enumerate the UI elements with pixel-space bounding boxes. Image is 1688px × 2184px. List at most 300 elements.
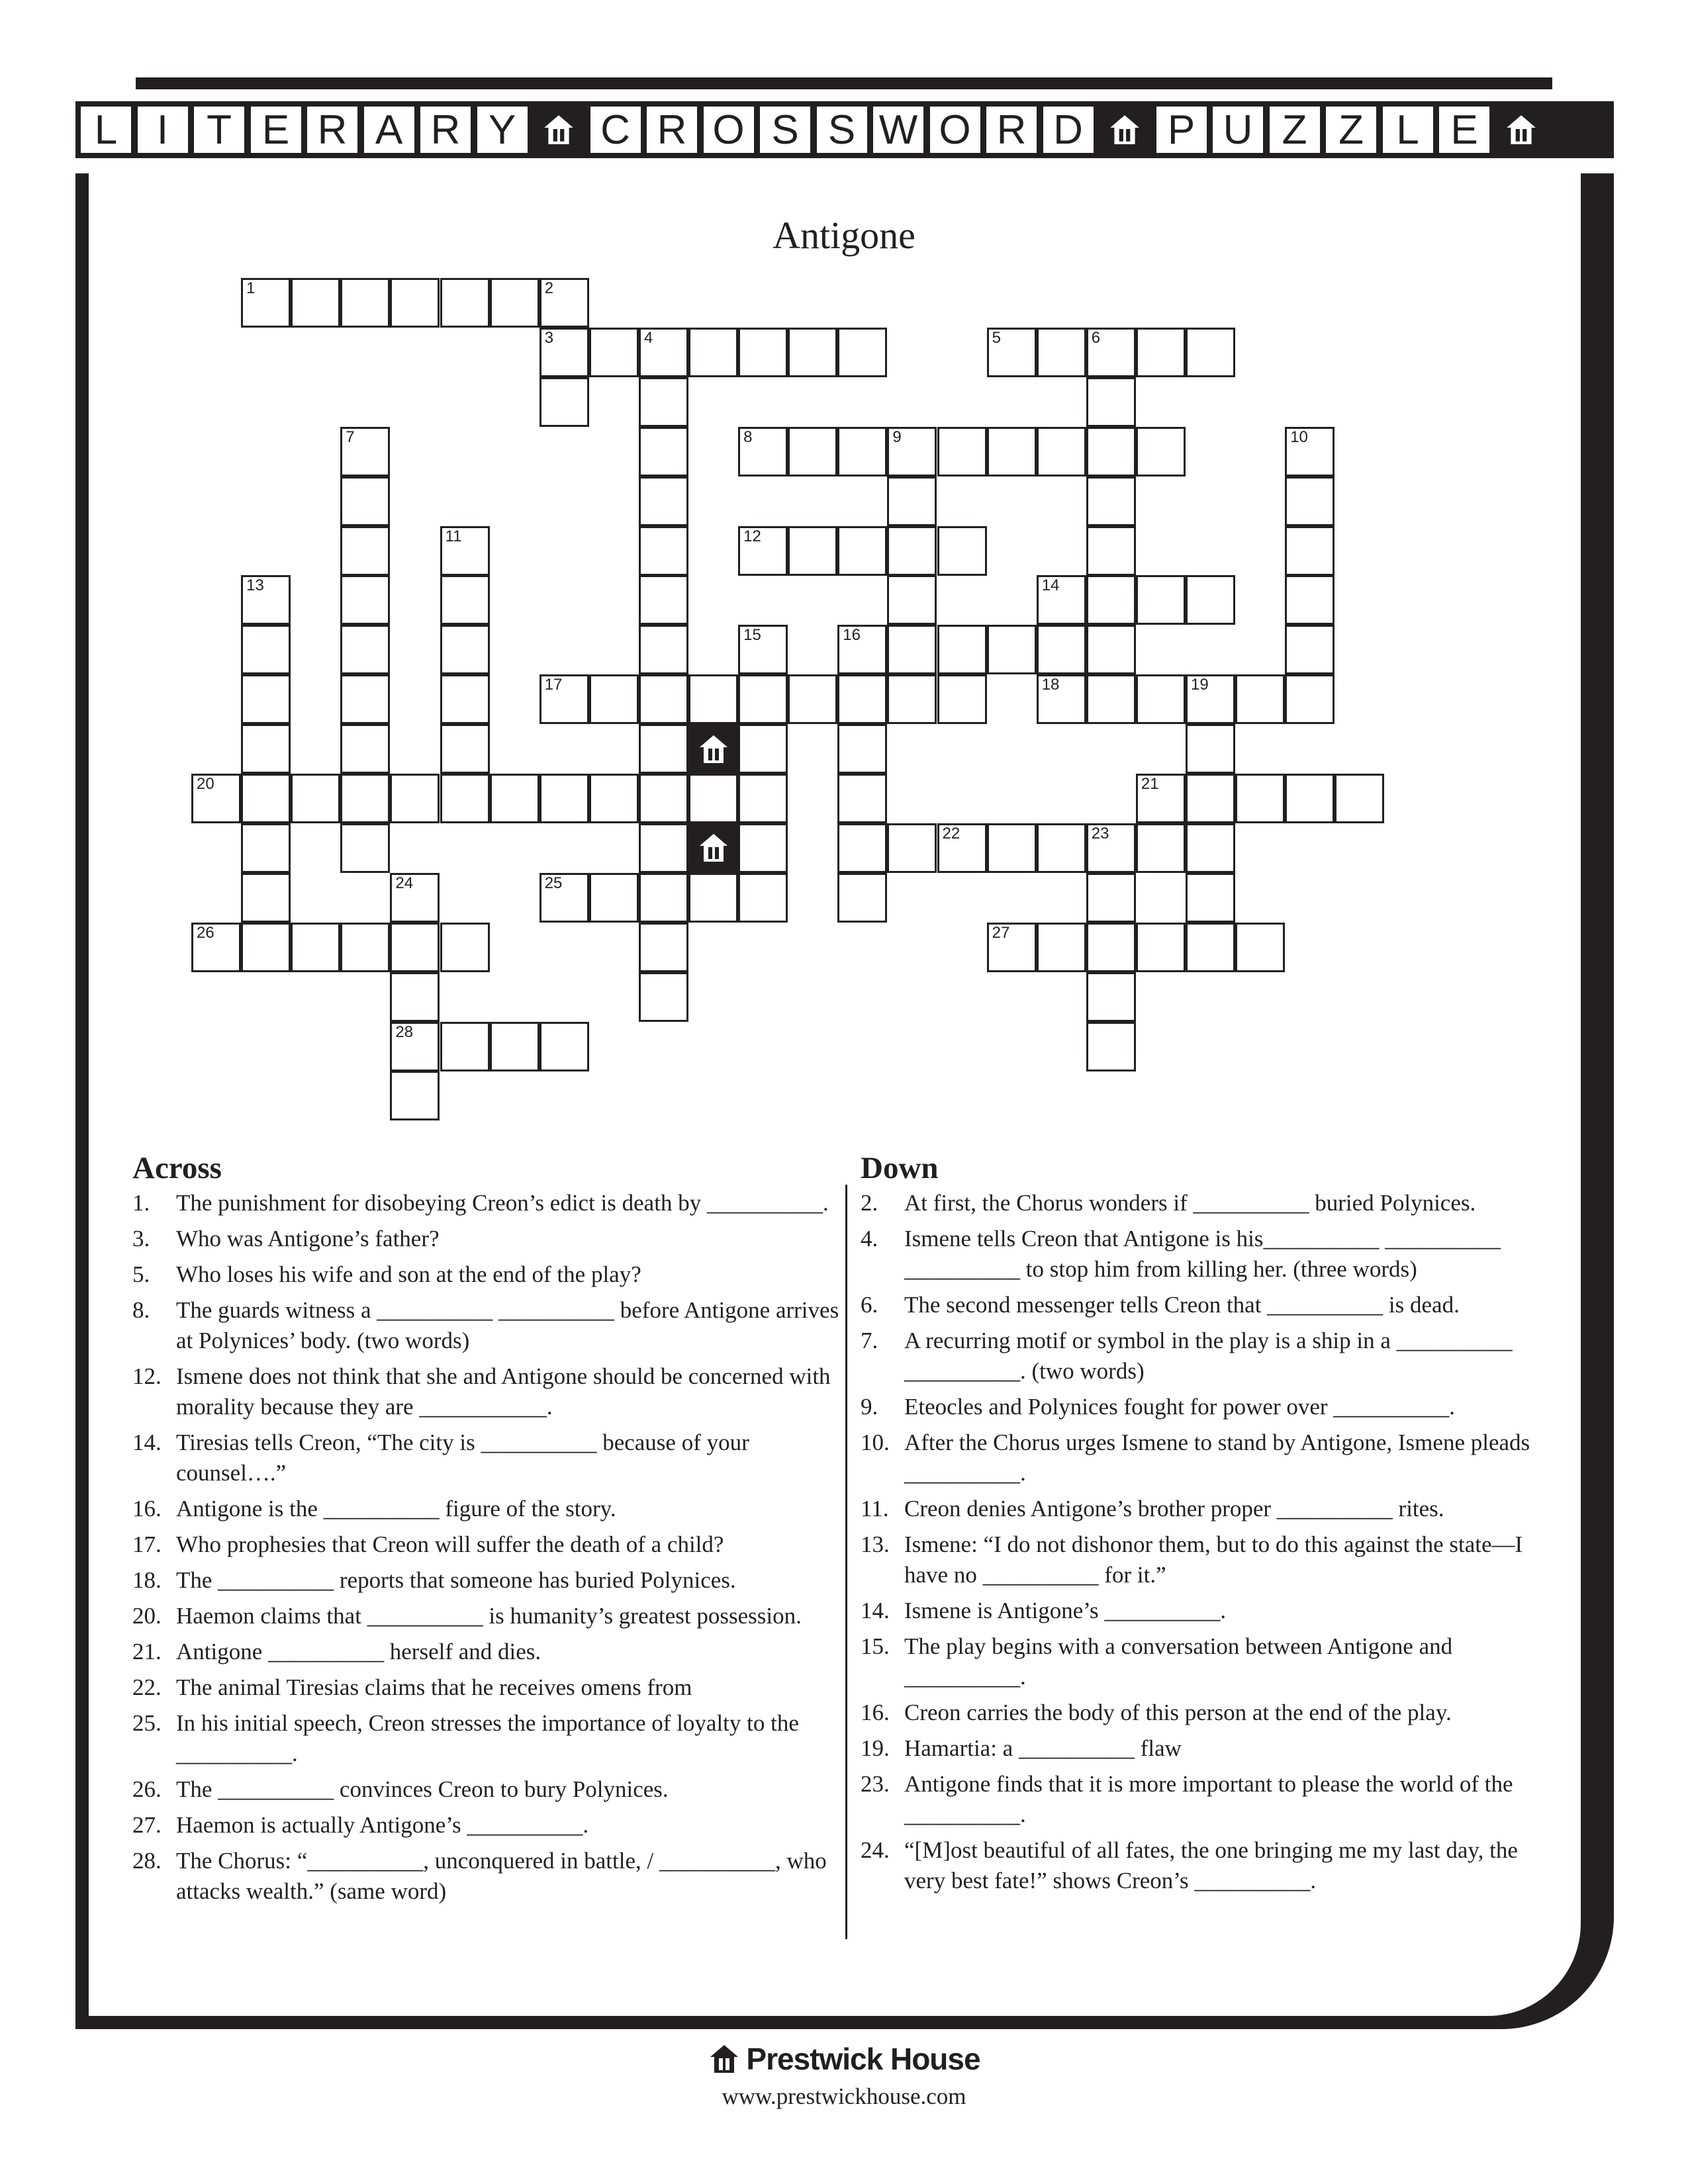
grid-cell[interactable] — [1285, 625, 1335, 674]
footer-url[interactable]: www.prestwickhouse.com — [722, 2083, 966, 2109]
clue-number: 5. — [132, 1261, 150, 1287]
clue-number: 1. — [132, 1190, 150, 1216]
clue-number: 3. — [132, 1226, 150, 1251]
grid-cell[interactable] — [738, 625, 788, 674]
grid-logo-cell — [688, 724, 738, 774]
grid-cell[interactable] — [937, 526, 987, 576]
clue-number: 17. — [132, 1531, 162, 1557]
clue-number: 24 — [395, 874, 414, 892]
grid-cell[interactable] — [589, 674, 639, 724]
grid-cell[interactable] — [639, 625, 688, 674]
grid-cell[interactable] — [738, 774, 788, 823]
grid-cell[interactable] — [639, 774, 688, 823]
clue-text: Who was Antigone’s father? — [176, 1226, 440, 1251]
grid-cell[interactable] — [440, 1022, 490, 1071]
grid-cell[interactable] — [738, 427, 788, 477]
grid-cell[interactable] — [390, 923, 440, 972]
clue-text: A recurring motif or symbol in the play is a ship in a __________ __________. (two words) — [904, 1328, 1513, 1384]
grid-cell[interactable] — [390, 1071, 440, 1120]
clue-number: 19. — [861, 1735, 890, 1761]
grid-cell[interactable] — [490, 1022, 539, 1071]
grid-cell[interactable] — [340, 823, 390, 873]
across-clue-list — [132, 1188, 842, 1912]
banner-letter: A — [364, 107, 414, 153]
grid-cell[interactable] — [589, 328, 639, 377]
grid-cell[interactable] — [837, 526, 887, 576]
clue-number: 15. — [861, 1633, 890, 1659]
grid-cell[interactable] — [1037, 625, 1086, 674]
grid-cell[interactable] — [738, 823, 788, 873]
grid-cell[interactable] — [539, 278, 589, 328]
across-clue — [132, 1428, 842, 1488]
banner-logo-icon — [1496, 107, 1546, 153]
grid-cell[interactable] — [1285, 575, 1335, 625]
down-clue — [861, 1733, 1556, 1764]
grid-cell[interactable] — [887, 427, 937, 477]
top-rule — [136, 77, 1552, 89]
grid-cell[interactable] — [1037, 923, 1086, 972]
grid-cell[interactable] — [340, 477, 390, 526]
clue-number: 11. — [861, 1496, 889, 1522]
grid-cell[interactable] — [340, 427, 390, 477]
clue-number: 12. — [132, 1363, 162, 1389]
grid-cell[interactable] — [340, 724, 390, 774]
clue-number: 16. — [132, 1496, 162, 1522]
clue-number: 7. — [861, 1328, 878, 1353]
grid-cell[interactable] — [440, 774, 490, 823]
clue-text: The animal Tiresias claims that he receives omens from — [176, 1674, 692, 1700]
grid-cell[interactable] — [241, 823, 291, 873]
clue-number: 6 — [1091, 328, 1101, 347]
clue-text: Ismene does not think that she and Antigone should be concerned with morality because they are ___________. — [176, 1363, 831, 1420]
grid-cell[interactable] — [987, 823, 1037, 873]
clue-number: 23. — [861, 1771, 890, 1797]
grid-cell[interactable] — [639, 823, 688, 873]
clue-text: “[M]ost beautiful of all fates, the one bringing me my last day, the very best fate!” shows Creon’s __________. — [904, 1837, 1518, 1893]
banner-letter: L — [81, 107, 131, 153]
grid-cell[interactable] — [788, 427, 837, 477]
down-clue — [861, 1769, 1556, 1830]
across-heading: Across — [132, 1151, 222, 1185]
grid-cell[interactable] — [887, 823, 937, 873]
house-icon — [697, 733, 730, 766]
grid-cell[interactable] — [887, 674, 937, 724]
grid-cell[interactable] — [639, 427, 688, 477]
grid-cell[interactable] — [639, 328, 688, 377]
grid-cell[interactable] — [1136, 823, 1186, 873]
clue-text: Creon carries the body of this person at the end of the play. — [904, 1700, 1452, 1725]
grid-cell[interactable] — [340, 923, 390, 972]
clue-number: 26 — [197, 923, 214, 942]
grid-cell[interactable] — [539, 674, 589, 724]
clue-number: 13. — [861, 1531, 890, 1557]
grid-cell[interactable] — [1136, 328, 1186, 377]
grid-cell[interactable] — [1086, 328, 1136, 377]
grid-cell[interactable] — [1086, 427, 1136, 477]
grid-cell[interactable] — [1086, 674, 1136, 724]
grid-cell[interactable] — [1086, 625, 1136, 674]
grid-cell[interactable] — [688, 328, 738, 377]
across-clue — [132, 1601, 842, 1631]
grid-cell[interactable] — [539, 328, 589, 377]
grid-cell[interactable] — [1136, 674, 1186, 724]
grid-cell[interactable] — [1186, 923, 1235, 972]
clue-text: Creon denies Antigone’s brother proper __________ rites. — [904, 1496, 1444, 1522]
clue-text: Haemon claims that __________ is humanity’s greatest possession. — [176, 1603, 802, 1629]
grid-cell[interactable] — [1037, 328, 1086, 377]
house-icon — [1504, 113, 1538, 147]
grid-cell[interactable] — [1285, 477, 1335, 526]
clue-number: 16 — [843, 626, 861, 645]
clue-text: Eteocles and Polynices fought for power over __________. — [904, 1394, 1456, 1420]
grid-cell[interactable] — [340, 526, 390, 576]
grid-cell[interactable] — [241, 625, 291, 674]
clue-number: 6. — [861, 1292, 878, 1318]
grid-cell[interactable] — [1235, 774, 1285, 823]
clue-number: 14. — [861, 1598, 890, 1623]
grid-cell[interactable] — [937, 823, 987, 873]
grid-cell[interactable] — [887, 575, 937, 625]
clue-number: 12 — [743, 527, 761, 545]
puzzle-title: Antigone — [773, 214, 915, 257]
down-clue — [861, 1392, 1556, 1422]
clue-text: Hamartia: a __________ flaw — [904, 1735, 1182, 1761]
grid-cell[interactable] — [738, 328, 788, 377]
grid-cell[interactable] — [340, 674, 390, 724]
grid-cell[interactable] — [1037, 674, 1086, 724]
clue-text: The Chorus: “__________, unconquered in battle, / __________, who attacks wealth.” (same word) — [176, 1848, 827, 1904]
clue-number: 19 — [1191, 676, 1209, 694]
grid-cell[interactable] — [1186, 724, 1235, 774]
across-clue — [132, 1708, 842, 1769]
grid-cell[interactable] — [440, 278, 490, 328]
clue-number: 25 — [544, 874, 563, 892]
grid-cell[interactable] — [291, 278, 340, 328]
grid-cell[interactable] — [1186, 823, 1235, 873]
grid-cell[interactable] — [1086, 1022, 1136, 1071]
clue-text: Antigone __________ herself and dies. — [176, 1639, 541, 1664]
grid-cell[interactable] — [688, 873, 738, 923]
across-clue — [132, 1637, 842, 1667]
down-clue — [861, 1494, 1556, 1524]
grid-cell[interactable] — [1136, 427, 1186, 477]
grid-cell[interactable] — [490, 278, 539, 328]
grid-cell[interactable] — [440, 724, 490, 774]
grid-cell[interactable] — [639, 674, 688, 724]
clue-text: Ismene tells Creon that Antigone is his__________ __________ __________ to stop him from killing her. (three words) — [904, 1226, 1501, 1282]
grid-cell[interactable] — [987, 923, 1037, 972]
grid-cell[interactable] — [1186, 674, 1235, 724]
down-clue-list — [861, 1188, 1556, 1901]
clue-text: Who loses his wife and son at the end of the play? — [176, 1261, 641, 1287]
grid-cell[interactable] — [191, 774, 241, 823]
grid-cell[interactable] — [1285, 674, 1335, 724]
clue-number: 22. — [132, 1674, 162, 1700]
house-icon — [541, 113, 576, 147]
grid-cell[interactable] — [788, 328, 837, 377]
grid-cell[interactable] — [241, 278, 291, 328]
grid-cell[interactable] — [539, 1022, 589, 1071]
grid-cell[interactable] — [738, 526, 788, 576]
banner-letter: P — [1156, 107, 1207, 153]
across-clue — [132, 1672, 842, 1703]
house-icon — [1107, 113, 1142, 147]
grid-cell[interactable] — [440, 625, 490, 674]
clue-number: 24. — [861, 1837, 890, 1863]
grid-cell[interactable] — [440, 526, 490, 576]
clue-number: 17 — [544, 676, 563, 694]
house-icon — [697, 831, 730, 864]
banner-letter: W — [873, 107, 923, 153]
grid-cell[interactable] — [390, 972, 440, 1022]
grid-cell[interactable] — [837, 774, 887, 823]
clue-number: 11 — [445, 527, 462, 545]
clue-number: 14 — [1041, 576, 1060, 595]
banner-letter: D — [1043, 107, 1094, 153]
grid-cell[interactable] — [937, 427, 987, 477]
grid-cell[interactable] — [390, 278, 440, 328]
brand-name: Prestwick House — [746, 2042, 980, 2076]
clue-number: 7 — [346, 428, 355, 446]
grid-cell[interactable] — [390, 774, 440, 823]
clue-number: 16. — [861, 1700, 890, 1725]
across-clue — [132, 1810, 842, 1841]
grid-cell[interactable] — [837, 328, 887, 377]
grid-cell[interactable] — [837, 873, 887, 923]
clue-number: 26. — [132, 1776, 162, 1802]
banner-letter: S — [760, 107, 810, 153]
across-clue — [132, 1494, 842, 1524]
clue-text: Haemon is actually Antigone’s __________. — [176, 1812, 589, 1838]
grid-cell[interactable] — [738, 724, 788, 774]
across-clue — [132, 1774, 842, 1805]
grid-cell[interactable] — [1235, 674, 1285, 724]
clue-text: The __________ reports that someone has buried Polynices. — [176, 1567, 736, 1593]
grid-cell[interactable] — [291, 923, 340, 972]
clue-text: In his initial speech, Creon stresses the importance of loyalty to the __________. — [176, 1710, 799, 1766]
grid-cell[interactable] — [738, 873, 788, 923]
grid-cell[interactable] — [340, 278, 390, 328]
grid-cell[interactable] — [241, 923, 291, 972]
grid-cell[interactable] — [837, 625, 887, 674]
grid-cell[interactable] — [1136, 575, 1186, 625]
grid-cell[interactable] — [340, 625, 390, 674]
clue-number: 2 — [544, 279, 554, 297]
grid-cell[interactable] — [589, 873, 639, 923]
banner-letter: E — [251, 107, 301, 153]
banner-letter: I — [138, 107, 188, 153]
grid-cell[interactable] — [937, 625, 987, 674]
clue-number: 23 — [1091, 824, 1109, 842]
banner-letter: L — [1383, 107, 1433, 153]
grid-cell[interactable] — [241, 873, 291, 923]
grid-cell[interactable] — [241, 774, 291, 823]
grid-cell[interactable] — [788, 526, 837, 576]
grid-cell[interactable] — [788, 674, 837, 724]
grid-cell[interactable] — [1136, 774, 1186, 823]
grid-cell[interactable] — [241, 724, 291, 774]
grid-cell[interactable] — [340, 575, 390, 625]
banner-letter: R — [307, 107, 357, 153]
clue-text: The __________ convinces Creon to bury Polynices. — [176, 1776, 669, 1802]
grid-cell[interactable] — [1037, 575, 1086, 625]
down-clue — [861, 1290, 1556, 1320]
across-clue — [132, 1846, 842, 1907]
grid-cell[interactable] — [1285, 427, 1335, 477]
grid-cell[interactable] — [1086, 526, 1136, 576]
grid-cell[interactable] — [688, 774, 738, 823]
grid-cell[interactable] — [539, 377, 589, 427]
grid-cell[interactable] — [837, 823, 887, 873]
grid-cell[interactable] — [987, 328, 1037, 377]
grid-cell[interactable] — [440, 674, 490, 724]
banner-title — [75, 101, 1614, 158]
grid-cell[interactable] — [887, 625, 937, 674]
grid-cell[interactable] — [639, 972, 688, 1022]
grid-cell[interactable] — [738, 674, 788, 724]
grid-cell[interactable] — [1086, 923, 1136, 972]
clue-number: 13 — [246, 576, 264, 595]
grid-cell[interactable] — [1086, 972, 1136, 1022]
clue-number: 18. — [132, 1567, 162, 1593]
grid-cell[interactable] — [837, 427, 887, 477]
grid-cell[interactable] — [1285, 526, 1335, 576]
banner-letter: O — [704, 107, 754, 153]
clue-number: 5 — [992, 328, 1001, 347]
grid-cell[interactable] — [1086, 823, 1136, 873]
grid-cell[interactable] — [1086, 477, 1136, 526]
banner-letter: R — [986, 107, 1037, 153]
clue-number: 18 — [1041, 676, 1060, 694]
grid-cell[interactable] — [1235, 923, 1285, 972]
grid-cell[interactable] — [1086, 377, 1136, 427]
grid-cell[interactable] — [1086, 575, 1136, 625]
clue-number: 14. — [132, 1430, 162, 1455]
banner-logo-icon — [1100, 107, 1150, 153]
grid-cell[interactable] — [1285, 774, 1335, 823]
grid-cell[interactable] — [639, 575, 688, 625]
banner-letter: E — [1439, 107, 1489, 153]
banner-letter: S — [817, 107, 867, 153]
grid-cell[interactable] — [688, 674, 738, 724]
clue-number: 3 — [544, 328, 554, 347]
clue-number: 4. — [861, 1226, 878, 1251]
clue-text: Ismene is Antigone’s __________. — [904, 1598, 1227, 1623]
grid-cell[interactable] — [539, 774, 589, 823]
clue-number: 10 — [1290, 428, 1308, 446]
banner-letter: T — [194, 107, 244, 153]
clue-text: Tiresias tells Creon, “The city is __________ because of your counsel….” — [176, 1430, 749, 1486]
banner-letter: R — [647, 107, 697, 153]
grid-cell[interactable] — [539, 873, 589, 923]
prestwick-logo-icon — [708, 2042, 741, 2075]
banner-letter: U — [1213, 107, 1263, 153]
clue-text: The play begins with a conversation between Antigone and __________. — [904, 1633, 1453, 1690]
grid-cell[interactable] — [887, 477, 937, 526]
grid-cell[interactable] — [887, 526, 937, 576]
clue-number: 8. — [132, 1297, 150, 1323]
grid-cell[interactable] — [440, 923, 490, 972]
clue-text: The punishment for disobeying Creon’s edict is death by __________. — [176, 1190, 829, 1216]
grid-cell[interactable] — [1186, 873, 1235, 923]
clue-number: 4 — [643, 328, 653, 347]
grid-cell[interactable] — [639, 923, 688, 972]
grid-cell[interactable] — [837, 674, 887, 724]
down-clue — [861, 1188, 1556, 1218]
clue-text: After the Chorus urges Ismene to stand by Antigone, Ismene pleads __________. — [904, 1430, 1530, 1486]
grid-cell[interactable] — [340, 774, 390, 823]
across-clue — [132, 1259, 842, 1290]
across-clue — [132, 1188, 842, 1218]
grid-cell[interactable] — [1037, 823, 1086, 873]
grid-cell[interactable] — [241, 674, 291, 724]
clue-text: Antigone is the __________ figure of the story. — [176, 1496, 616, 1522]
grid-logo-cell — [688, 823, 738, 873]
clue-number: 9 — [892, 428, 902, 446]
grid-cell[interactable] — [639, 377, 688, 427]
clue-number: 28 — [395, 1023, 414, 1041]
across-clue — [132, 1295, 842, 1356]
grid-cell[interactable] — [390, 1022, 440, 1071]
grid-cell[interactable] — [987, 427, 1037, 477]
grid-cell[interactable] — [837, 724, 887, 774]
clue-number: 22 — [942, 824, 961, 842]
clue-number: 15 — [743, 626, 761, 645]
grid-cell[interactable] — [1186, 774, 1235, 823]
clue-number: 20. — [132, 1603, 162, 1629]
grid-cell[interactable] — [440, 575, 490, 625]
grid-cell[interactable] — [390, 873, 440, 923]
grid-cell[interactable] — [1037, 427, 1086, 477]
clue-text: The second messenger tells Creon that __________ is dead. — [904, 1292, 1460, 1318]
down-clue — [861, 1428, 1556, 1488]
grid-cell[interactable] — [490, 774, 539, 823]
grid-cell[interactable] — [589, 774, 639, 823]
grid-cell[interactable] — [937, 674, 987, 724]
banner-letter: O — [930, 107, 980, 153]
grid-cell[interactable] — [291, 774, 340, 823]
across-clue — [132, 1565, 842, 1596]
clue-number: 25. — [132, 1710, 162, 1736]
grid-cell[interactable] — [241, 575, 291, 625]
grid-cell[interactable] — [1335, 774, 1384, 823]
grid-cell[interactable] — [191, 923, 241, 972]
grid-cell[interactable] — [639, 873, 688, 923]
down-clue — [861, 1224, 1556, 1285]
clue-number: 2. — [861, 1190, 878, 1216]
clue-text: At first, the Chorus wonders if __________ buried Polynices. — [904, 1190, 1476, 1216]
footer-brand — [0, 2041, 1688, 2077]
grid-cell[interactable] — [639, 526, 688, 576]
banner-letter: Z — [1270, 107, 1320, 153]
grid-cell[interactable] — [1186, 575, 1235, 625]
banner-letter: Z — [1326, 107, 1376, 153]
clue-number: 1 — [246, 279, 256, 297]
down-clue — [861, 1529, 1556, 1590]
banner-letter: Y — [477, 107, 528, 153]
across-clue — [132, 1224, 842, 1254]
clue-number: 27 — [992, 923, 1010, 942]
grid-cell[interactable] — [1186, 328, 1235, 377]
grid-cell[interactable] — [639, 724, 688, 774]
grid-cell[interactable] — [987, 625, 1037, 674]
clue-number: 21 — [1141, 775, 1159, 793]
grid-cell[interactable] — [639, 477, 688, 526]
grid-cell[interactable] — [1086, 873, 1136, 923]
clue-number: 20 — [197, 775, 214, 793]
across-clue — [132, 1529, 842, 1560]
grid-cell[interactable] — [1136, 923, 1186, 972]
